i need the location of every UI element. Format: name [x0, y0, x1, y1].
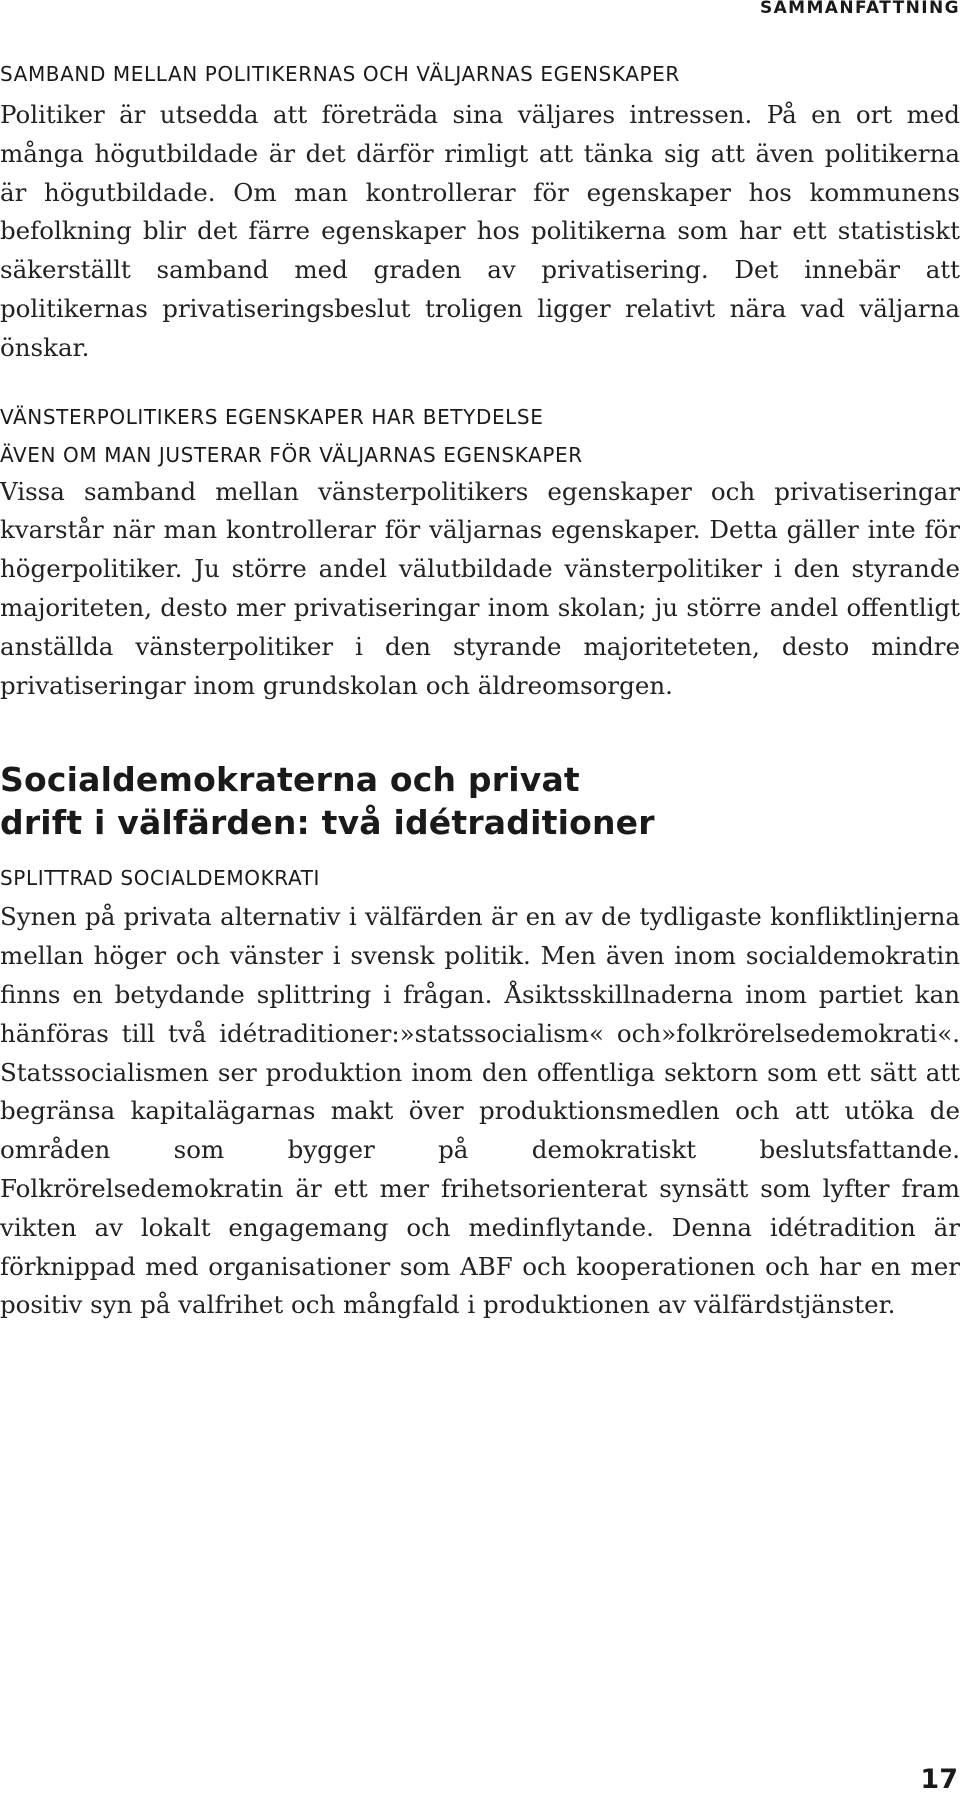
- section-kicker: SAMBAND MELLAN POLITIKERNAS OCH VÄLJARNAS EGENSKAPER: [0, 62, 680, 86]
- running-head: SAMMANFATTNING: [759, 0, 960, 18]
- section-kicker-line2: ÄVEN OM MAN JUSTERAR FÖR VÄLJARNAS EGENSKAPER: [0, 442, 583, 467]
- section-left-politicians: [0, 405, 960, 706]
- page-content: [0, 62, 960, 1325]
- chapter-heading-line1: Socialdemokraterna och privat: [0, 760, 580, 800]
- section-voter-politician-link: [0, 62, 960, 368]
- section-kicker: SPLITTRAD SOCIALDEMOKRATI: [0, 866, 321, 891]
- chapter-heading: [0, 758, 960, 844]
- section-split-social-democracy: [0, 866, 960, 1325]
- page-number: 17: [920, 1764, 958, 1795]
- section-kicker-line1: VÄNSTERPOLITIKERS EGENSKAPER HAR BETYDELSE: [0, 404, 544, 429]
- section-body: Politiker är utsedda att företräda sina väljares intressen. På en ort med många högutbildade är det därför rimligt att tänka sig att även politikerna är högutbildade. Om man kontrollerar för egenskaper hos kommunens befolkning blir det färre egenskaper hos politikerna som har ett statistiskt säkerställt samband med graden av privatisering. Det innebär att politikernas privatiseringsbeslut troligen ligger relativt nära vad väljarna önskar.: [0, 100, 960, 362]
- section-body: Synen på privata alternativ i välfärden är en av de tydligaste konfliktlinjerna mellan höger och vänster i svensk politik. Men även inom socialdemokratin finns en betydande splittring i frågan. Åsiktsskillnaderna inom partiet kan hänföras till två idétraditioner:»statssocialism« och»folkrörelsedemokrati«. Statssocialismen ser produktion inom den offentliga sektorn som ett sätt att begränsa kapitalägarnas makt över produktionsmedlen och att utöka de områden som bygger på demokratiskt beslutsfattande. Folkrörelsedemokratin är ett mer frihetsorienterat synsätt som lyfter fram vikten av lokalt engagemang och medinflytande. Denna idétradition är förknippad med organisationer som ABF och kooperationen och har en mer positiv syn på valfrihet och mångfald i produktionen av välfärdstjänster.: [0, 902, 960, 1320]
- section-body: Vissa samband mellan vänsterpolitikers egenskaper och privatiseringar kvarstår när man kontrollerar för väljarnas egenskaper. Detta gäller inte för högerpolitiker. Ju större andel välutbildade vänsterpolitiker i den styrande majoriteten, desto mer privatiseringar inom skolan; ju större andel offentligt anställda vänsterpolitiker i den styrande majoriteteten, desto mindre privatiseringar inom grundskolan och äldreomsorgen.: [0, 476, 960, 700]
- chapter-heading-line2: drift i välfärden: två idétraditioner: [0, 803, 655, 843]
